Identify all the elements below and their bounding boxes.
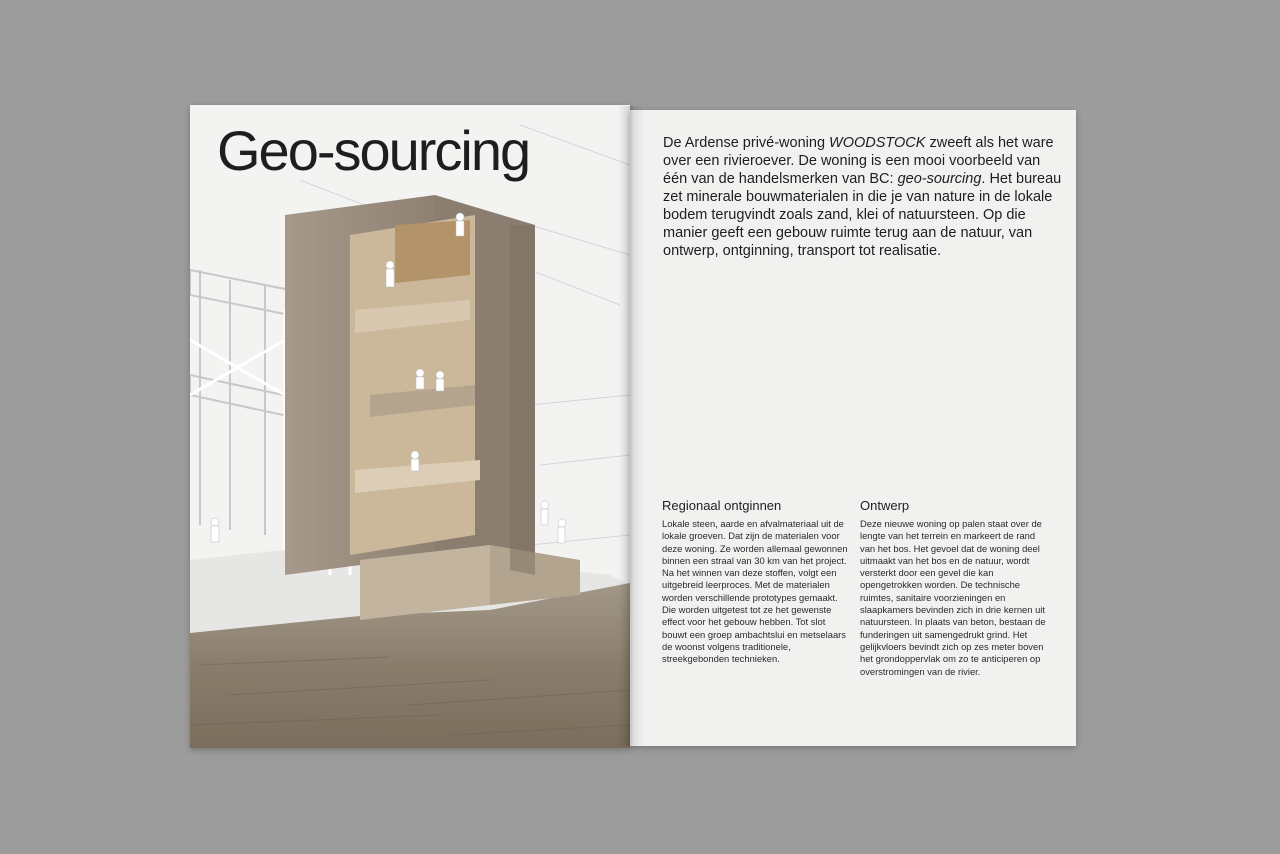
column-body: Lokale steen, aarde en afvalmateriaal uit de lokale groeven. Dat zijn de materialen voor deze woning. Ze worden allemaal gewonnen binnen een straal van 30 km van het project. Na het winnen van deze stoffen, volgt een uitgebreid leerproces. Met de materialen worden verschillende prototypes gemaakt. Die worden uitgetest tot ze het gewenste effect voor het gebouw hebben. Tot slot bouwt een groep ambachtslui en metselaars de woonst volgens traditionele, streekgebonden technieken. (662, 518, 848, 665)
column-regionaal-ontginnen (662, 498, 850, 666)
intro-paragraph (663, 134, 1065, 260)
page-title: Geo-sourcing (217, 119, 530, 182)
intro-text-2: zweeft als het ware over een rivieroever. De woning is een mooi voorbeeld van één van de handelsmerken van BC: (663, 135, 1054, 187)
project-name: WOODSTOCK (829, 135, 926, 151)
geo-sourcing-term: geo-sourcing (897, 171, 982, 187)
column-heading: Ontwerp (860, 498, 910, 513)
column-body: Deze nieuwe woning op palen staat over de lengte van het terrein en markeert de rand van het bos. Het gevoel dat de woning deel uitmaakt van het bos en de natuur, wordt versterkt door een gevel die kan opengetrokken worden. De technische ruimtes, sanitaire voorzieningen en slaapkamers bevinden zich in drie kernen uit natuursteen. In plaats van beton, bestaan de funderingen uit samengedrukt grind. Het gelijkvloers bevindt zich op zes meter boven het grondoppervlak om zo te anticiperen op overstromingen van de rivier. (860, 518, 1046, 677)
building-cutaway-illustration (190, 105, 630, 748)
column-ontwerp (860, 498, 1048, 678)
intro-text-1: De Ardense privé-woning (663, 135, 830, 151)
right-page (630, 110, 1076, 746)
column-heading: Regionaal ontginnen (662, 498, 782, 513)
intro-text-3: . Het bureau zet minerale bouwmaterialen in die je van nature in de lokale bodem terugvindt zoals zand, klei of natuursteen. Op die manier geeft een gebouw ruimte terug aan de natuur, van ontwerp, ontginning, transport tot realisatie. (663, 171, 1062, 259)
left-page (190, 105, 630, 748)
